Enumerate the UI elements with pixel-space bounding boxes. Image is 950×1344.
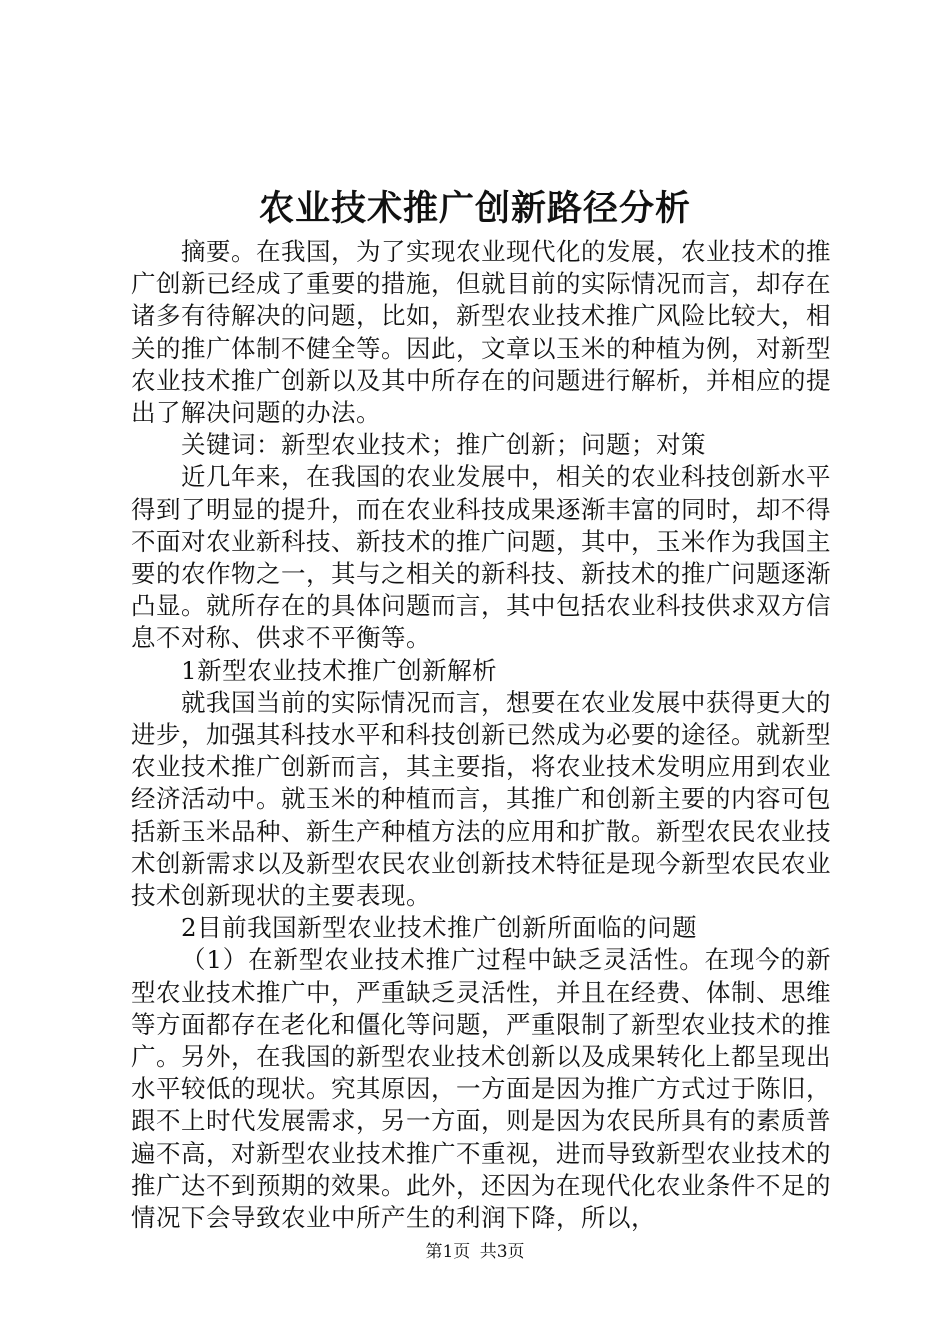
section-heading-1: 1新型农业技术推广创新解析 bbox=[181, 655, 498, 685]
page-total: 共3页 bbox=[479, 1242, 525, 1262]
section-2-paragraph: （1）在新型农业技术推广过程中缺乏灵活性。在现今的新型农业技术推广中，严重缺乏灵活性，并且在经费、体制、思维等方面都存在老化和僵化等问题，严重限制了新型农业技术的推广。另外，在我国的新型农业技术创新以及成果转化上都呈现出水平较低的现状。究其原因，一方面是因为推广方式过于陈旧，跟不上时代发展需求，另一方面，则是因为农民所具有的素质普遍不高，对新型农业技术推广不重视，进而导致新型农业技术的推广达不到预期的效果。此外，还因为在现代化农业条件不足的情况下会导致农业中所产生的利润下降，所以， bbox=[131, 945, 831, 1233]
keywords-paragraph: 关键词：新型农业技术；推广创新；问题；对策 bbox=[181, 430, 706, 460]
intro-paragraph: 近几年来，在我国的农业发展中，相关的农业科技创新水平得到了明显的提升，而在农业科技成果逐渐丰富的同时，却不得不面对农业新科技、新技术的推广问题，其中，玉米作为我国主要的农作物之一，其与之相关的新科技、新技术的推广问题逐渐凸显。就所存在的具体问题而言，其中包括农业科技供求双方信息不对称、供求不平衡等。 bbox=[131, 462, 831, 653]
page-footer bbox=[0, 1240, 950, 1264]
document-title: 农业技术推广创新路径分析 bbox=[258, 188, 691, 229]
section-heading-2: 2目前我国新型农业技术推广创新所面临的问题 bbox=[181, 913, 698, 943]
page-number: 第1页 bbox=[425, 1242, 471, 1262]
abstract-paragraph: 摘要。在我国，为了实现农业现代化的发展，农业技术的推广创新已经成了重要的措施，但就目前的实际情况而言，却存在诸多有待解决的问题，比如，新型农业技术推广风险比较大，相关的推广体制不健全等。因此，文章以玉米的种植为例，对新型农业技术推广创新以及其中所存在的问题进行解析，并相应的提出了解决问题的办法。 bbox=[131, 237, 831, 428]
section-1-paragraph: 就我国当前的实际情况而言，想要在农业发展中获得更大的进步，加强其科技水平和科技创新已然成为必要的途径。就新型农业技术推广创新而言，其主要指，将农业技术发明应用到农业经济活动中。就玉米的种植而言，其推广和创新主要的内容可包括新玉米品种、新生产种植方法的应用和扩散。新型农民农业技术创新需求以及新型农民农业创新技术特征是现今新型农民农业技术创新现状的主要表现。 bbox=[131, 687, 831, 911]
document-body bbox=[131, 236, 831, 1234]
